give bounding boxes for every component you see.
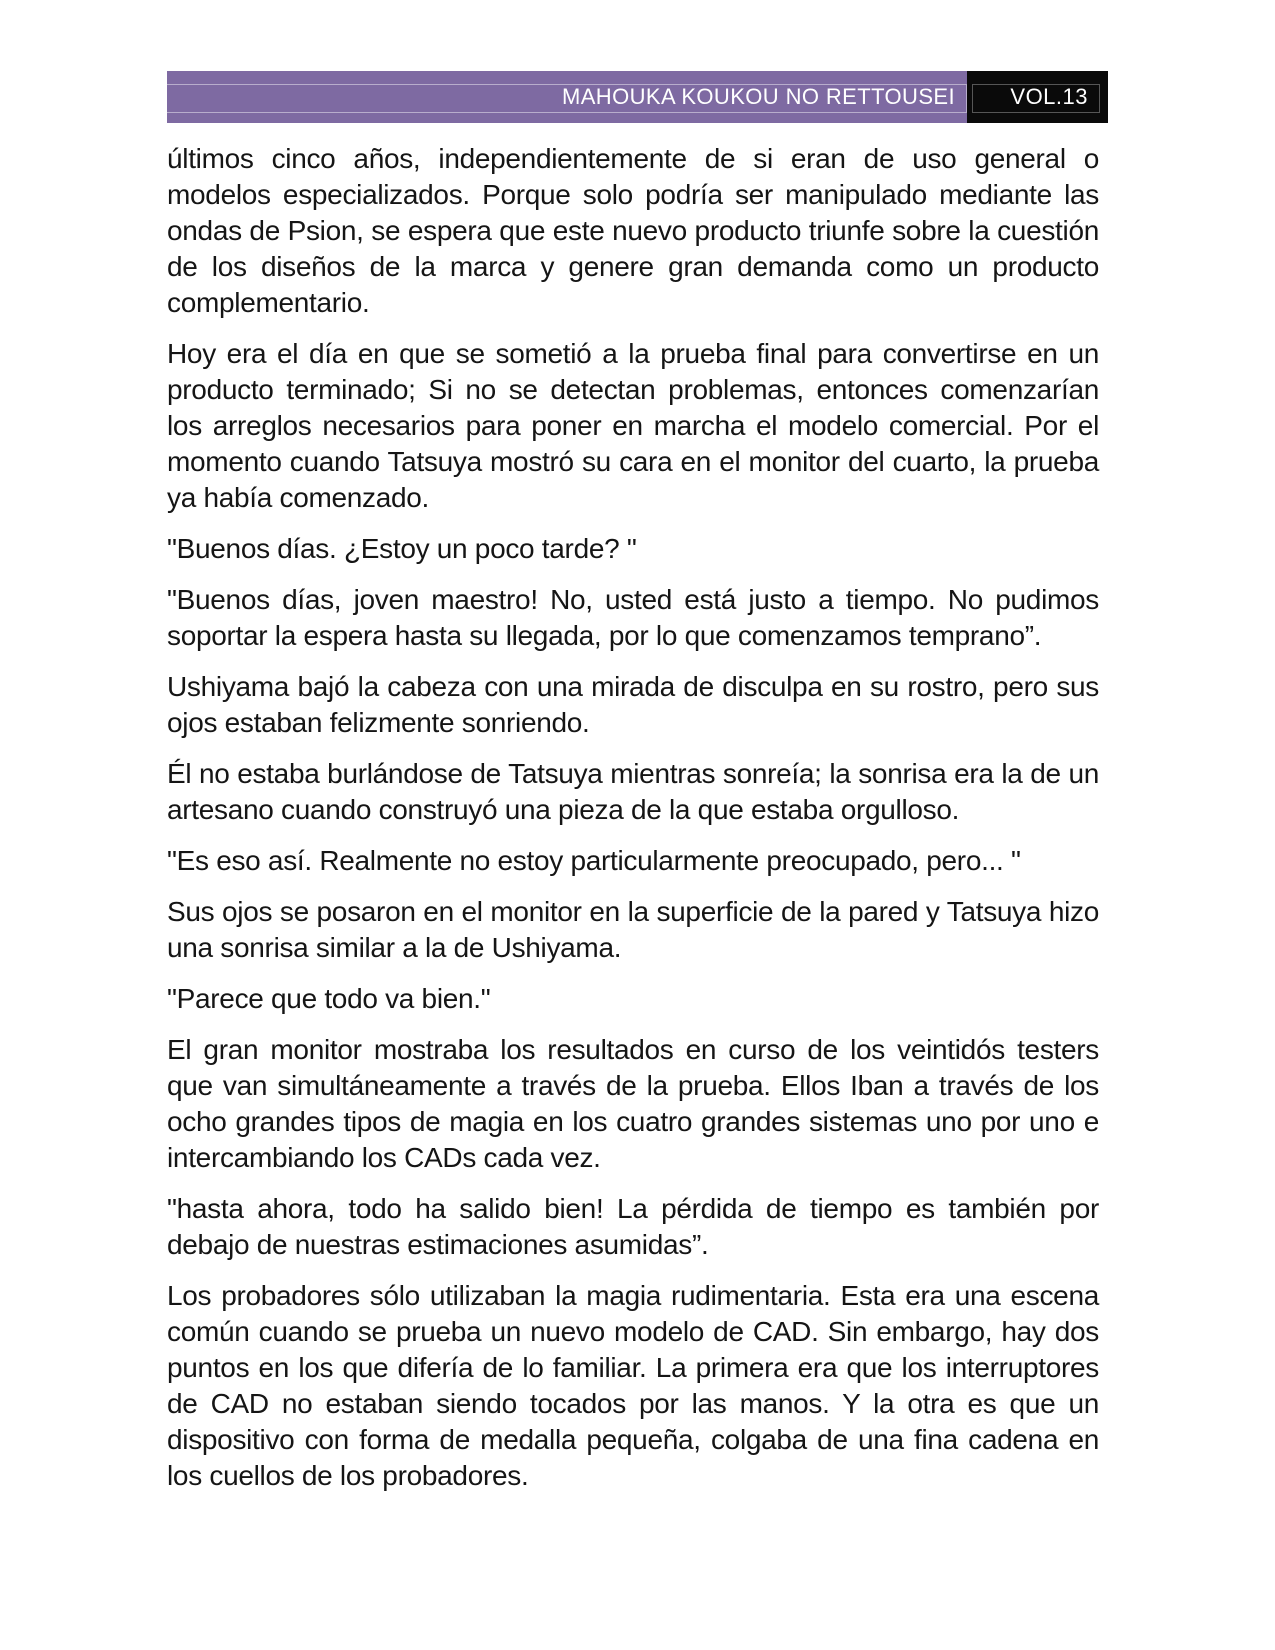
volume-box [967, 71, 1108, 123]
paragraph-dialogue: "hasta ahora, todo ha salido bien! La pérdida de tiempo es también por debajo de nuestras estimaciones asumidas”. [167, 1193, 1099, 1260]
paragraph-dialogue: "Buenos días, joven maestro! No, usted está justo a tiempo. No pudimos soportar la espera hasta su llegada, por lo que comenzamos temprano”. [167, 584, 1099, 651]
paragraph-dialogue: "Parece que todo va bien." [167, 983, 491, 1014]
paragraph: Los probadores sólo utilizaban la magia rudimentaria. Esta era una escena común cuando se prueba un nuevo modelo de CAD. Sin embargo, hay dos puntos en los que difería de lo familiar. La primera era que los interruptores de CAD no estaban siendo tocados por las manos. Y la otra es que un dispositivo con forma de medalla pequeña, colgaba de una fina cadena en los cuellos de los probadores. [167, 1280, 1099, 1491]
body-text [167, 141, 1099, 1494]
paragraph-dialogue: "Buenos días. ¿Estoy un poco tarde? " [167, 533, 637, 564]
series-title: MAHOUKA KOUKOU NO RETTOUSEI [561, 84, 955, 109]
volume-number: VOL.13 [1010, 84, 1088, 109]
paragraph: El gran monitor mostraba los resultados en curso de los veintidós testers que van simultáneamente a través de la prueba. Ellos Iban a través de los ocho grandes tipos de magia en los cuatro grandes sistemas uno por uno e intercambiando los CADs cada vez. [167, 1034, 1099, 1173]
paragraph: Él no estaba burlándose de Tatsuya mientras sonreía; la sonrisa era la de un artesano cuando construyó una pieza de la que estaba orgulloso. [167, 758, 1099, 825]
paragraph: Hoy era el día en que se sometió a la prueba final para convertirse en un producto terminado; Si no se detectan problemas, entonces comenzarían los arreglos necesarios para poner en marcha el modelo comercial. Por el momento cuando Tatsuya mostró su cara en el monitor del cuarto, la prueba ya había comenzado. [167, 338, 1099, 513]
paragraph-dialogue: "Es eso así. Realmente no estoy particularmente preocupado, pero... " [167, 845, 1021, 876]
page-header-banner [167, 71, 1108, 123]
paragraph: Sus ojos se posaron en el monitor en la superficie de la pared y Tatsuya hizo una sonrisa similar a la de Ushiyama. [167, 896, 1099, 963]
paragraph: Ushiyama bajó la cabeza con una mirada de disculpa en su rostro, pero sus ojos estaban felizmente sonriendo. [167, 671, 1099, 738]
paragraph: últimos cinco años, independientemente de si eran de uso general o modelos especializados. Porque solo podría ser manipulado mediante las ondas de Psion, se espera que este nuevo producto triunfe sobre la cuestión de los diseños de la marca y genere gran demanda como un producto complementario. [167, 143, 1099, 318]
header-title-bar [167, 71, 967, 123]
